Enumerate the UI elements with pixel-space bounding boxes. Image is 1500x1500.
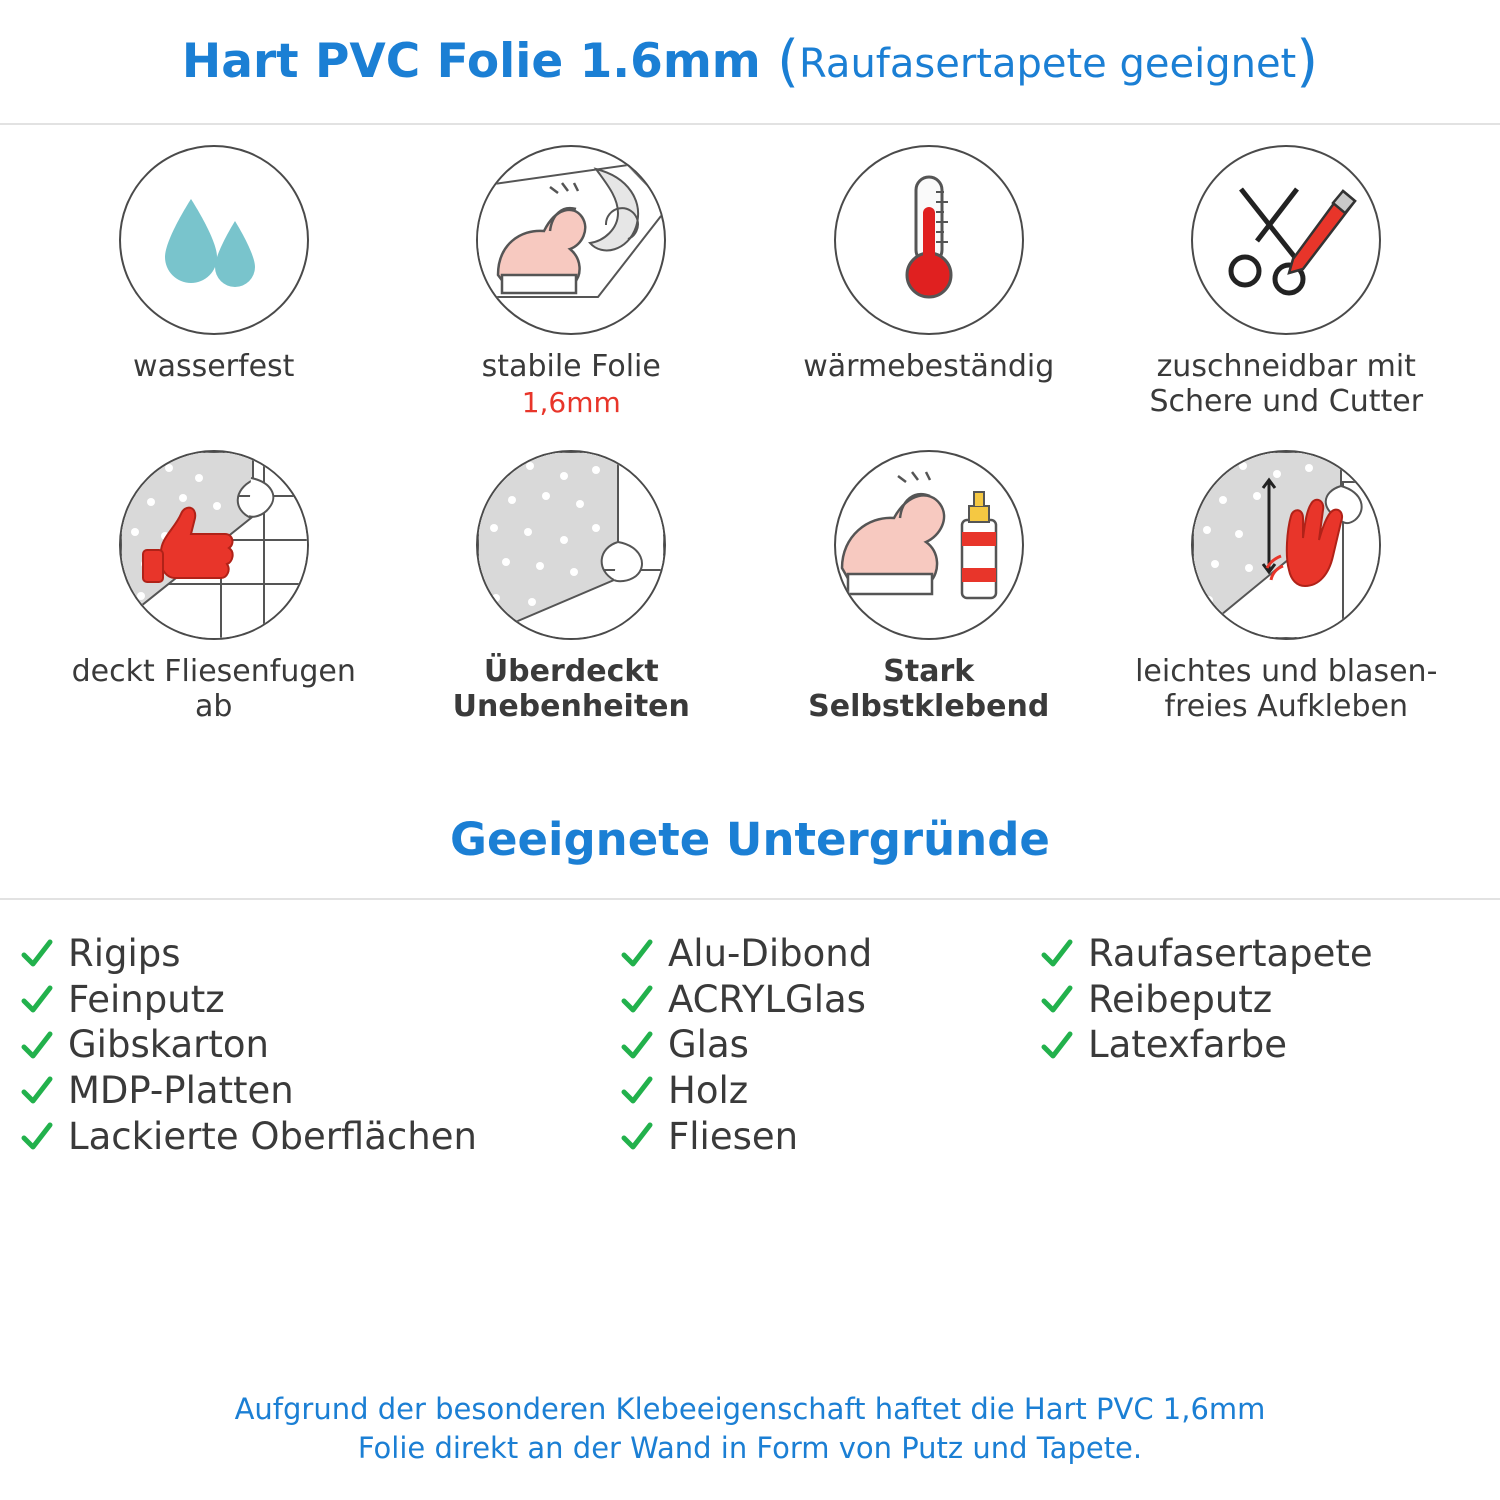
feature-unebenheiten bbox=[393, 450, 751, 780]
check-icon bbox=[1040, 1029, 1074, 1063]
list-item-label: Feinputz bbox=[68, 977, 225, 1021]
list-item-label: Raufasertapete bbox=[1088, 932, 1373, 975]
substrate-lists bbox=[0, 900, 1500, 1157]
feature-label: wärmebeständig bbox=[803, 349, 1055, 384]
list-item bbox=[20, 1025, 620, 1066]
list-item bbox=[1040, 977, 1500, 1021]
feature-label: Überdeckt Unebenheiten bbox=[452, 654, 690, 725]
scissors-cutter-icon bbox=[1191, 145, 1381, 335]
footer-line-1: Aufgrund der besonderen Klebeeigenschaft haftet die Hart PVC 1,6mm bbox=[234, 1391, 1266, 1426]
check-icon bbox=[20, 1029, 54, 1063]
section-header bbox=[0, 780, 1500, 900]
feature-selbstklebend bbox=[750, 450, 1108, 780]
list-item-label: ACRYLGlas bbox=[668, 977, 866, 1021]
substrate-list-2 bbox=[620, 934, 1040, 1157]
list-item-label: Alu-Dibond bbox=[668, 932, 873, 975]
list-item-label: Latexfarbe bbox=[1088, 1023, 1287, 1067]
feature-waermebestaendig bbox=[750, 145, 1108, 450]
substrate-list-1 bbox=[20, 934, 620, 1157]
list-item bbox=[20, 934, 620, 975]
section-title: Geeignete Untergründe bbox=[450, 812, 1050, 866]
check-icon bbox=[20, 983, 54, 1017]
feature-stabile-folie bbox=[393, 145, 751, 450]
check-icon bbox=[20, 1120, 54, 1154]
arm-glue-icon bbox=[834, 450, 1024, 640]
strong-arm-foil-icon bbox=[476, 145, 666, 335]
list-item-label: Reibeputz bbox=[1088, 977, 1273, 1021]
list-item bbox=[620, 977, 1040, 1021]
page-title-note: Raufasertapete geeignet bbox=[799, 41, 1297, 87]
list-item bbox=[620, 1071, 1040, 1112]
feature-aufkleben bbox=[1108, 450, 1466, 780]
list-item bbox=[1040, 1025, 1500, 1066]
list-item-label: Glas bbox=[668, 1023, 749, 1067]
paren-open: ( bbox=[777, 29, 800, 94]
list-item-label: Rigips bbox=[68, 932, 181, 975]
list-item bbox=[20, 1071, 620, 1112]
check-icon bbox=[20, 1074, 54, 1108]
header bbox=[0, 0, 1500, 125]
feature-label: deckt Fliesenfugen ab bbox=[71, 654, 356, 725]
thumbs-up-tiles-icon bbox=[119, 450, 309, 640]
check-icon bbox=[620, 937, 654, 971]
list-item bbox=[620, 1025, 1040, 1066]
list-item-label: Holz bbox=[668, 1069, 749, 1113]
page-title-main: Hart PVC Folie 1.6mm bbox=[181, 34, 778, 89]
footer-note bbox=[0, 1390, 1500, 1468]
list-item bbox=[20, 1114, 620, 1158]
feature-sub-label: 1,6mm bbox=[521, 386, 621, 420]
feature-fliesenfugen bbox=[35, 450, 393, 780]
list-item-label: Fliesen bbox=[668, 1114, 799, 1158]
list-item-label: MDP-Platten bbox=[68, 1069, 294, 1113]
list-item-label: Gibskarton bbox=[68, 1023, 269, 1067]
feature-label: zuschneidbar mit Schere und Cutter bbox=[1149, 349, 1424, 420]
substrate-list-3 bbox=[1040, 934, 1500, 1157]
feature-grid bbox=[0, 125, 1500, 780]
check-icon bbox=[1040, 983, 1074, 1017]
thermometer-icon bbox=[834, 145, 1024, 335]
check-icon bbox=[20, 937, 54, 971]
feature-zuschneidbar bbox=[1108, 145, 1466, 450]
list-item bbox=[620, 934, 1040, 975]
check-icon bbox=[620, 983, 654, 1017]
footer-line-2: Folie direkt an der Wand in Form von Putz und Tapete. bbox=[357, 1430, 1143, 1465]
paren-close: ) bbox=[1296, 29, 1319, 94]
check-icon bbox=[620, 1120, 654, 1154]
check-icon bbox=[620, 1074, 654, 1108]
foil-peel-icon bbox=[476, 450, 666, 640]
feature-wasserfest bbox=[35, 145, 393, 450]
feature-label: leichtes und blasen- freies Aufkleben bbox=[1135, 654, 1438, 725]
check-icon bbox=[1040, 937, 1074, 971]
list-item bbox=[620, 1114, 1040, 1158]
check-icon bbox=[620, 1029, 654, 1063]
list-item bbox=[20, 977, 620, 1021]
feature-label: stabile Folie 1,6mm bbox=[481, 349, 661, 420]
feature-label: Stark Selbstklebend bbox=[808, 654, 1050, 725]
water-drops-icon bbox=[119, 145, 309, 335]
page-title bbox=[182, 29, 1318, 94]
hand-smooth-icon bbox=[1191, 450, 1381, 640]
list-item bbox=[1040, 934, 1500, 975]
list-item-label: Lackierte Oberflächen bbox=[68, 1114, 477, 1158]
feature-label: wasserfest bbox=[133, 349, 295, 384]
